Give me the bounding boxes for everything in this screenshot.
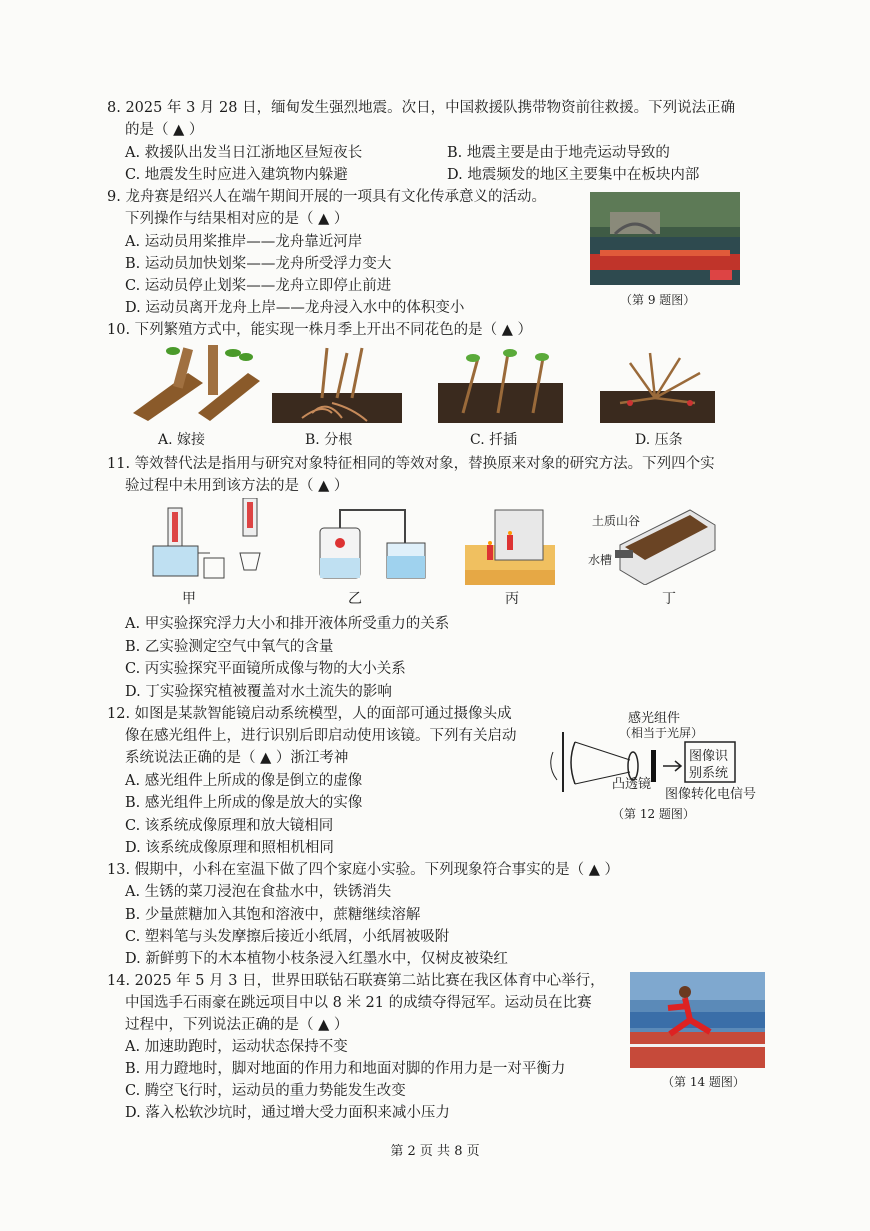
q14-option-b: B. 用力蹬地时，脚对地面的作用力和地面对脚的作用力是一对平衡力	[125, 1061, 566, 1077]
q11-label-ding: 丁	[662, 591, 676, 607]
grafting-figure	[128, 343, 268, 423]
q12-option-b: B. 感光组件上所成的像是放大的实像	[125, 795, 363, 811]
dragon-boat-photo	[590, 192, 740, 285]
q14-stem-line2: 中国选手石雨豪在跳远项目中以 8 米 21 的成绩夺得冠军。运动员在比赛	[125, 995, 592, 1011]
buoyancy-apparatus-figure	[148, 498, 278, 583]
q13-option-b: B. 少量蔗糖加入其饱和溶液中，蔗糖继续溶解	[125, 907, 421, 923]
page-number-footer: 第 2 页 共 8 页	[390, 1144, 480, 1159]
q14-figure-caption: （第 14 题图）	[662, 1075, 745, 1089]
q12-option-a: A. 感光组件上所成的像是倒立的虚像	[125, 773, 363, 789]
q11-option-a: A. 甲实验探究浮力大小和排开液体所受重力的关系	[125, 616, 450, 632]
q13-option-d: D. 新鲜剪下的木本植物小枝条浸入红墨水中，仅树皮被染红	[125, 951, 508, 967]
q14-option-c: C. 腾空飞行时，运动员的重力势能发生改变	[125, 1083, 406, 1099]
q8-option-a: A. 救援队出发当日江浙地区昼短夜长	[125, 145, 363, 161]
q10-label-d: D. 压条	[635, 432, 683, 448]
q11-option-c: C. 丙实验探究平面镜所成像与物的大小关系	[125, 661, 406, 677]
oxygen-apparatus-figure	[315, 498, 435, 583]
q11-option-b: B. 乙实验测定空气中氧气的含量	[125, 639, 334, 655]
q11-label-yi: 乙	[348, 591, 362, 607]
q11-tag-soil-valley: 土质山谷	[592, 514, 641, 528]
q10-label-a: A. 嫁接	[158, 432, 206, 448]
q8-stem-line1: 8. 2025 年 3 月 28 日，缅甸发生强烈地震。次日，中国救援队携带物资前往救援。下列说法正确	[107, 100, 736, 116]
cutting-figure	[438, 343, 563, 423]
q12-stem-line2: 像在感光组件上，进行识别后即启动使用该镜。下列有关启动	[125, 728, 517, 744]
plane-mirror-figure	[465, 505, 555, 585]
q12-fig-screen-label: （相当于光屏）	[619, 726, 704, 740]
q8-stem-line2: 的是（ ▲ ）	[125, 122, 204, 138]
q13-stem: 13. 假期中，小科在室温下做了四个家庭小实验。下列现象符合事实的是（ ▲ ）	[107, 862, 620, 878]
q10-label-c: C. 扦插	[470, 432, 518, 448]
q9-figure-caption: （第 9 题图）	[620, 293, 696, 307]
q12-fig-recognition-label-1: 图像识	[689, 749, 729, 764]
q9-stem-line2: 下列操作与结果相对应的是（ ▲ ）	[125, 211, 349, 227]
q14-option-d: D. 落入松软沙坑时，通过增大受力面积来减小压力	[125, 1105, 450, 1121]
q11-label-jia: 甲	[182, 591, 196, 607]
q8-option-d: D. 地震频发的地区主要集中在板块内部	[447, 167, 700, 183]
q9-option-d: D. 运动员离开龙舟上岸——龙舟浸入水中的体积变小	[125, 300, 465, 316]
q12-fig-signal-label: 图像转化电信号	[665, 787, 757, 802]
q13-option-a: A. 生锈的菜刀浸泡在食盐水中，铁锈消失	[125, 884, 392, 900]
q11-tag-water-tank: 水槽	[588, 553, 613, 567]
q12-fig-lens-label: 凸透镜	[612, 777, 652, 792]
q9-option-b: B. 运动员加快划桨——龙舟所受浮力变大	[125, 256, 392, 272]
q8-option-c: C. 地震发生时应进入建筑物内躲避	[125, 167, 348, 183]
layering-figure	[600, 343, 715, 423]
q10-stem: 10. 下列繁殖方式中，能实现一株月季上开出不同花色的是（ ▲ ）	[107, 322, 533, 338]
q12-stem-line3: 系统说法正确的是（ ▲ ）浙江考神	[125, 750, 349, 766]
q11-option-d: D. 丁实验探究植被覆盖对水土流失的影响	[125, 684, 392, 700]
q14-stem-line1: 14. 2025 年 5 月 3 日，世界田联钻石联赛第二站比赛在我区体育中心举行，	[107, 973, 605, 989]
q11-stem-line1: 11. 等效替代法是指用与研究对象特征相同的等效对象，替换原来对象的研究方法。下列四个实	[107, 456, 715, 472]
q8-option-b: B. 地震主要是由于地壳运动导致的	[447, 145, 670, 161]
q12-figure-caption: （第 12 题图）	[612, 807, 695, 821]
q13-option-c: C. 塑料笔与头发摩擦后接近小纸屑，小纸屑被吸附	[125, 929, 450, 945]
q14-stem-line3: 过程中，下列说法正确的是（ ▲ ）	[125, 1017, 349, 1033]
q9-option-a: A. 运动员用桨推岸——龙舟靠近河岸	[125, 234, 363, 250]
q11-stem-line2: 验过程中未用到该方法的是（ ▲ ）	[125, 478, 349, 494]
q12-fig-recognition-label-2: 别系统	[689, 766, 729, 781]
q11-label-bing: 丙	[505, 591, 519, 607]
q12-option-d: D. 该系统成像原理和照相机相同	[125, 840, 334, 856]
q12-option-c: C. 该系统成像原理和放大镜相同	[125, 818, 334, 834]
long-jump-photo	[630, 972, 765, 1068]
q9-stem-line1: 9. 龙舟赛是绍兴人在端午期间开展的一项具有文化传承意义的活动。	[107, 189, 546, 205]
q12-fig-sensor-label: 感光组件	[628, 711, 681, 726]
q14-option-a: A. 加速助跑时，运动状态保持不变	[125, 1039, 348, 1055]
q12-stem-line1: 12. 如图是某款智能镜启动系统模型，人的面部可通过摄像头成	[107, 706, 512, 722]
q10-label-b: B. 分根	[305, 432, 353, 448]
root-division-figure	[272, 343, 402, 423]
q9-option-c: C. 运动员停止划桨——龙舟立即停止前进	[125, 278, 392, 294]
